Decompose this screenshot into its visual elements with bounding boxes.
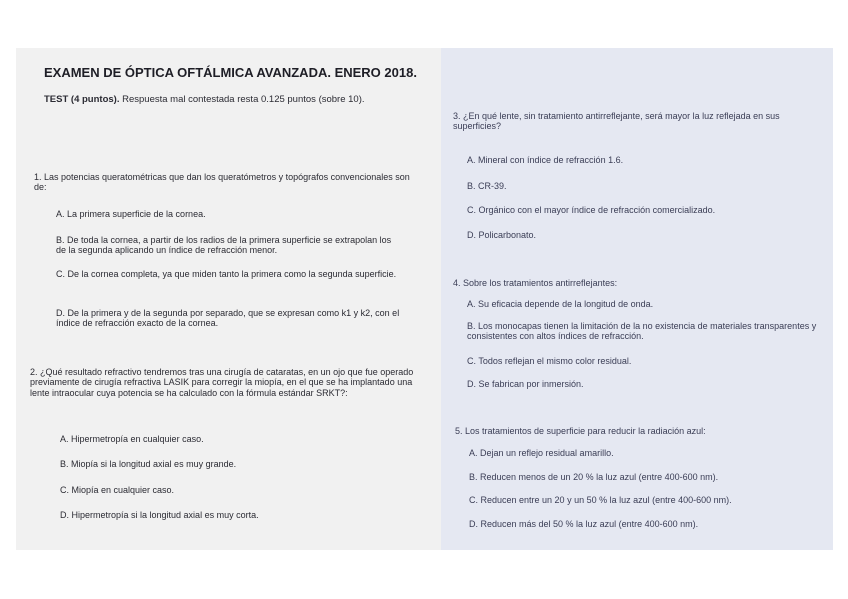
question-2-option-d: D. Hipermetropía si la longitud axial es muy corta. bbox=[60, 510, 259, 520]
question-2-option-a: A. Hipermetropía en cualquier caso. bbox=[60, 434, 204, 444]
test-instructions bbox=[44, 95, 365, 106]
question-3-option-a: A. Mineral con índice de refracción 1.6. bbox=[467, 155, 624, 165]
question-1-option-c: C. De la cornea completa, ya que miden tanto la primera como la segunda superficie. bbox=[56, 269, 397, 279]
left-page bbox=[16, 48, 441, 550]
question-5-option-c: C. Reducen entre un 20 y un 50 % la luz azul (entre 400-600 nm). bbox=[469, 495, 732, 505]
question-2-option-b: B. Miopía si la longitud axial es muy grande. bbox=[60, 459, 237, 469]
question-4-option-c: C. Todos reflejan el mismo color residual. bbox=[467, 356, 632, 366]
question-4-option-a: A. Su eficacia depende de la longitud de onda. bbox=[467, 299, 654, 309]
right-page bbox=[441, 48, 833, 550]
question-3-text: 3. ¿En qué lente, sin tratamiento antirreflejante, será mayor la luz reflejada en sus superficies? bbox=[453, 111, 780, 132]
question-3-option-c: C. Orgánico con el mayor índice de refracción comercializado. bbox=[467, 205, 716, 215]
question-4-option-b: B. Los monocapas tienen la limitación de la no existencia de materiales transparentes y consistentes con altos índices de refracción. bbox=[467, 321, 817, 342]
question-5-option-b: B. Reducen menos de un 20 % la luz azul (entre 400-600 nm). bbox=[469, 472, 719, 482]
question-4-text: 4. Sobre los tratamientos antirreflejantes: bbox=[453, 278, 618, 288]
question-1-option-b: B. De toda la cornea, a partir de los radios de la primera superficie se extrapolan los de la segunda aplicando un índice de refracción menor. bbox=[56, 235, 392, 256]
question-4-option-d: D. Se fabrican por inmersión. bbox=[467, 379, 584, 389]
question-1-text: 1. Las potencias queratométricas que dan los queratómetros y topógrafos convencionales son de: bbox=[34, 172, 410, 193]
question-3-option-d: D. Policarbonato. bbox=[467, 230, 537, 240]
question-2-option-c: C. Miopía en cualquier caso. bbox=[60, 485, 175, 495]
question-5-text: 5. Los tratamientos de superficie para reducir la radiación azul: bbox=[455, 426, 706, 436]
question-5-option-a: A. Dejan un reflejo residual amarillo. bbox=[469, 448, 614, 458]
question-1-option-a: A. La primera superficie de la cornea. bbox=[56, 209, 206, 219]
test-note: Respuesta mal contestada resta 0.125 puntos (sobre 10). bbox=[122, 94, 365, 105]
question-5-option-d: D. Reducen más del 50 % la luz azul (entre 400-600 nm). bbox=[469, 519, 699, 529]
question-2-text: 2. ¿Qué resultado refractivo tendremos tras una cirugía de cataratas, en un ojo que fue operado previamente de cirugía refractiva LASIK para corregir la miopía, en el que se ha implantado una lente intraocular cuya potencia se ha calculado con la fórmula estándar SRKT?: bbox=[30, 367, 414, 398]
exam-paper bbox=[16, 48, 833, 550]
test-label: TEST (4 puntos). bbox=[44, 94, 120, 105]
question-1-option-d: D. De la primera y de la segunda por separado, que se expresan como k1 y k2, con el índice de refracción exacto de la cornea. bbox=[56, 308, 400, 329]
question-3-option-b: B. CR-39. bbox=[467, 181, 507, 191]
exam-title: EXAMEN DE ÓPTICA OFTÁLMICA AVANZADA. ENERO 2018. bbox=[44, 65, 417, 80]
